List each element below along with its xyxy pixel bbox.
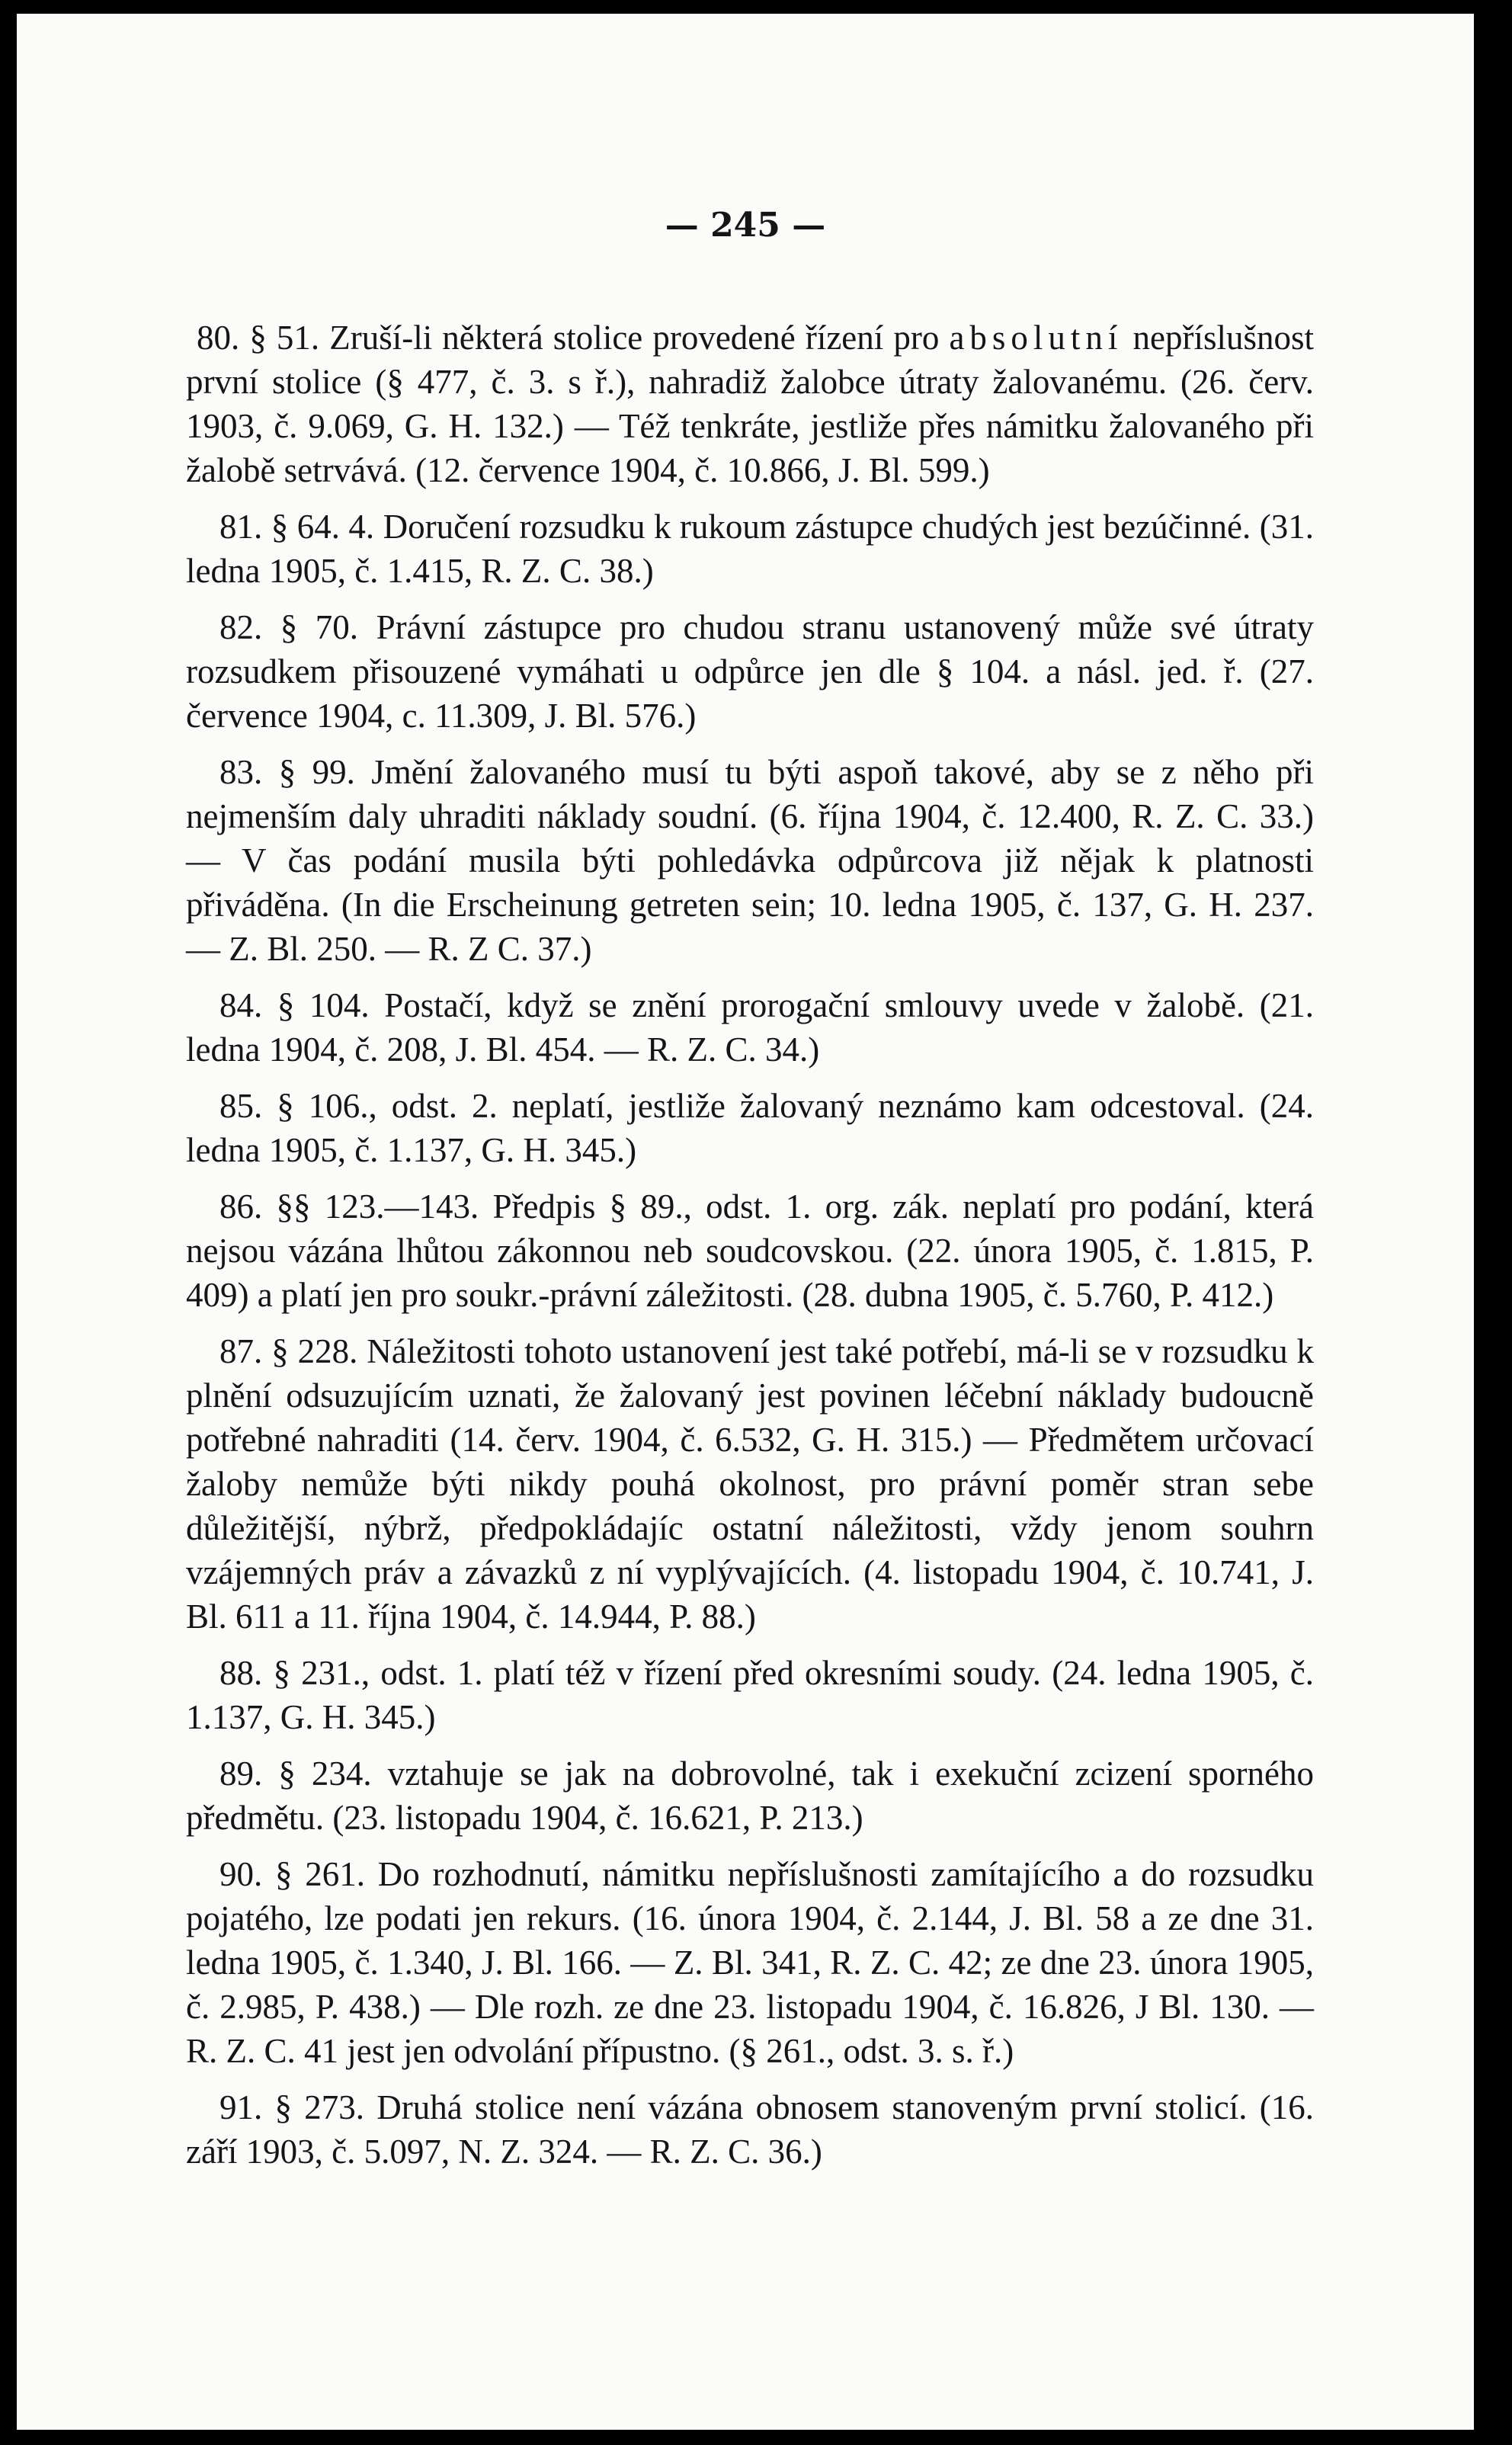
entry-number: 83. [219, 753, 263, 791]
emphasis-text: absolutní [949, 319, 1123, 357]
entry-86 [186, 1184, 1314, 1317]
entry-number: 88. [219, 1654, 263, 1692]
entry-text: § 104. Postačí, když se znění prorogační smlouvy uvede v žalobě. (21. ledna 1904, č. 208, J. Bl. 454. — R. Z. C. 34.) [186, 986, 1315, 1069]
entry-88 [186, 1651, 1314, 1739]
entry-text: § 231., odst. 1. platí též v řízení před okresními soudy. (24. ledna 1905, č. 1.137, G. H. 345.) [186, 1654, 1314, 1736]
entry-number: 85. [219, 1087, 263, 1125]
entry-text: nepříslušnost první stolice (§ 477, č. 3. s ř.), nahradiž žalobce útraty žalovanému. (26. červ. 1903, č. 9.069, G. H. 132.) — Též tenkráte, jestliže přes námitku žalovaného při žalobě setrvává. (12. července 1904, č. 10.866, J. Bl. 599.) [186, 319, 1315, 489]
entry-number: 89. [219, 1754, 263, 1793]
entry-text: § 234. vztahuje se jak na dobrovolné, tak i exekuční zcizení sporného předmětu. (23. listopadu 1904, č. 16.621, P. 213.) [186, 1754, 1315, 1837]
entry-number: 86. [219, 1187, 263, 1226]
entry-text: § 273. Druhá stolice není vázána obnosem stanoveným první stolicí. (16. září 1903, č. 5.097, N. Z. 324. — R. Z. C. 36.) [186, 2088, 1315, 2171]
entry-number: 84. [219, 986, 263, 1024]
entry-text: §§ 123.—143. Předpis § 89., odst. 1. org. zák. neplatí pro podání, která nejsou vázána lhůtou zákonnou neb soudcovskou. (22. února 1905, č. 1.815, P. 409) a platí jen pro soukr.-právní záležitosti. (28. dubna 1905, č. 5.760, P. 412.) [186, 1187, 1314, 1314]
entry-number: 82. [219, 608, 263, 646]
entry-number: 80. [197, 319, 240, 357]
entry-text: § 70. Právní zástupce pro chudou stranu ustanovený může své útraty rozsudkem přisouzené vymáhati u odpůrce jen dle § 104. a násl. jed. ř. (27. července 1904, c. 11.309, J. Bl. 576.) [186, 608, 1315, 735]
entry-91 [186, 2085, 1314, 2174]
entry-text: § 64. 4. Doručení rozsudku k rukoum zástupce chudých jest bezúčinné. (31. ledna 1905, č. 1.415, R. Z. C. 38.) [186, 508, 1314, 590]
entry-83 [186, 750, 1314, 971]
entry-text: § 261. Do rozhodnutí, námitku nepříslušnosti zamítajícího a do rozsudku pojatého, lze podati jen rekurs. (16. února 1904, č. 2.144, J. Bl. 58 a ze dne 31. ledna 1905, č. 1.340, J. Bl. 166. — Z. Bl. 341, R. Z. C. 42; ze dne 23. února 1905, č. 2.985, P. 438.) — Dle rozh. ze dne 23. listopadu 1904, č. 16.826, J Bl. 130. — R. Z. C. 41 jest jen odvolání přípustno. (§ 261., odst. 3. s. ř.) [186, 1855, 1314, 2070]
entry-number: 87. [219, 1332, 263, 1370]
entry-85 [186, 1084, 1314, 1172]
entry-90 [186, 1852, 1314, 2073]
entry-82 [186, 605, 1314, 738]
entry-87 [186, 1329, 1314, 1639]
text-body [186, 316, 1314, 2186]
scanned-page [17, 14, 1474, 2430]
entry-text: § 106., odst. 2. neplatí, jestliže žalovaný neznámo kam odcestoval. (24. ledna 1905, č. 1.137, G. H. 345.) [186, 1087, 1315, 1169]
entry-89 [186, 1751, 1314, 1840]
entry-text: § 99. Jmění žalovaného musí tu býti aspoň takové, aby se z něho při nejmenším daly uhraditi náklady soudní. (6. října 1904, č. 12.400, R. Z. C. 33.) — V čas podání musila býti pohledávka odpůrcova již nějak k platnosti přiváděna. (In die Erscheinung getreten sein; 10. ledna 1905, č. 137, G. H. 237. — Z. Bl. 250. — R. Z C. 37.) [186, 753, 1314, 968]
page-number: — 245 — [665, 206, 826, 245]
entry-number: 91. [219, 2088, 263, 2126]
entry-84 [186, 983, 1314, 1072]
entry-80 [186, 316, 1314, 492]
entry-text: § 228. Náležitosti tohoto ustanovení jest také potřebí, má-li se v rozsudku k plnění odsuzujícím uznati, že žalovaný jest povinen léčební náklady budoucně potřebné nahraditi (14. červ. 1904, č. 6.532, G. H. 315.) — Předmětem určovací žaloby nemůže býti nikdy pouhá okolnost, pro právní poměr stran sebe důležitější, nýbrž, předpokládajíc ostatní náležitosti, vždy jenom souhrn vzájemných práv a závazků z ní vyplývajících. (4. listopadu 1904, č. 10.741, J. Bl. 611 a 11. října 1904, č. 14.944, P. 88.) [186, 1332, 1315, 1636]
entry-number: 81. [219, 508, 263, 546]
entry-text: § 51. Zruší-li některá stolice provedené řízení pro [249, 319, 940, 357]
entry-number: 90. [219, 1855, 263, 1893]
entry-81 [186, 505, 1314, 593]
